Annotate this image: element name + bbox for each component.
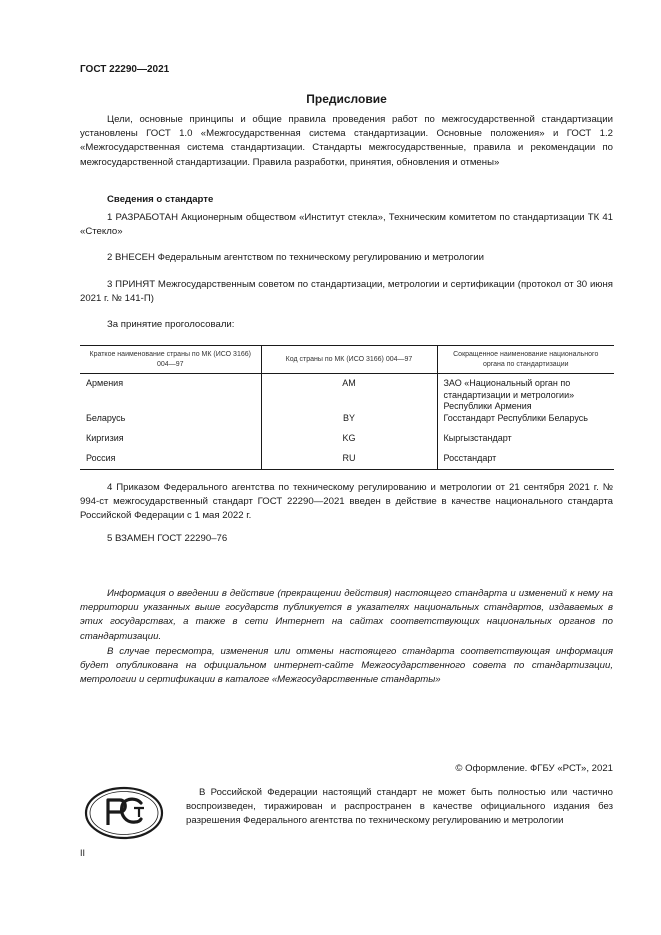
page-title: Предисловие — [306, 92, 387, 106]
table-row — [80, 413, 614, 433]
table-header-row — [80, 346, 614, 374]
reproduction-notice: В Российской Федерации настоящий стандарт не может быть полностью или частично воспроизведен, тиражирован и распространен в качестве официального издания без разрешения Федерального агентства по техническому регулированию и метрологии — [186, 787, 613, 827]
item-enacted: 4 Приказом Федерального агентства по техническому регулированию и метрологии от 21 сентября 2021 г. № 994-ст межгосударственный стандарт ГОСТ 22290—2021 введен в действие в качестве национального стандарта Российской Федерации с 1 мая 2022 г. — [80, 482, 613, 522]
voted-label: За принятие проголосовали: — [107, 319, 235, 330]
cell-code: RU — [261, 453, 437, 470]
voting-table — [80, 345, 614, 470]
header-country-code: Код страны по МК (ИСО 3166) 004—97 — [261, 346, 437, 374]
document-id: ГОСТ 22290—2021 — [80, 64, 170, 75]
cell-code: BY — [261, 413, 437, 433]
table-row — [80, 453, 614, 470]
info-paragraph: В случае пересмотра, изменения или отмены настоящего стандарта соответствующая информация будет опубликована на официальном интернет-сайте Межгосударственного совета по стандартизации, метрологии и сертификации в каталоге «Межгосударственные стандарты» — [80, 646, 613, 686]
cell-country: Киргизия — [80, 433, 261, 453]
table-row — [80, 433, 614, 453]
item-adopted: 3 ПРИНЯТ Межгосударственным советом по стандартизации, метрологии и сертификации (протокол от 30 июня 2021 г. № 141-П) — [80, 279, 613, 305]
item-developed: 1 РАЗРАБОТАН Акционерным обществом «Институт стекла», Техническим комитетом по стандартизации ТК 41 «Стекло» — [80, 212, 613, 238]
cell-body: Кыргызстандарт — [443, 432, 512, 443]
cell-country: Беларусь — [80, 413, 261, 433]
info-paragraph: Информация о введении в действие (прекращении действия) настоящего стандарта и изменений к нему на территории указанных выше государств публикуется в указателях национальных стандартов, издаваемых в этих государствах, а также в сети Интернет на сайтах соответствующих национальных органов по стандартизации. — [80, 588, 613, 642]
cell-country: Армения — [80, 374, 261, 413]
cell-body: ЗАО «Национальный орган по стандартизации и метрологии» Республики Армения — [443, 378, 575, 411]
table-row — [80, 374, 614, 413]
section-heading: Сведения о стандарте — [107, 194, 214, 205]
cell-body: Росстандарт — [443, 452, 497, 463]
cell-body: Госстандарт Республики Беларусь — [443, 412, 588, 423]
cell-code: AM — [261, 374, 437, 413]
header-national-body: Сокращенное наименование национального органа по стандартизации — [453, 351, 599, 368]
header-country-name: Краткое наименование страны по МК (ИСО 3166) 004—97 — [80, 346, 261, 374]
gost-r-certification-mark-icon — [84, 786, 164, 845]
intro-paragraph: Цели, основные принципы и общие правила проведения работ по межгосударственной стандартизации установлены ГОСТ 1.0 «Межгосударственная система стандартизации. Основные положения» и ГОСТ 1.2 «Межгосударственная система стандартизации. Стандарты межгосударственные, правила и рекомендации по межгосударственной стандартизации. Правила разработки, принятия, обновления и отмены» — [80, 114, 613, 168]
item-replaces: 5 ВЗАМЕН ГОСТ 22290–76 — [107, 533, 228, 544]
cell-country: Россия — [80, 453, 261, 470]
page-number: II — [80, 848, 86, 858]
cell-code: KG — [261, 433, 437, 453]
item-submitted: 2 ВНЕСЕН Федеральным агентством по техническому регулированию и метрологии — [107, 252, 485, 263]
copyright: © Оформление. ФГБУ «РСТ», 2021 — [455, 763, 613, 774]
